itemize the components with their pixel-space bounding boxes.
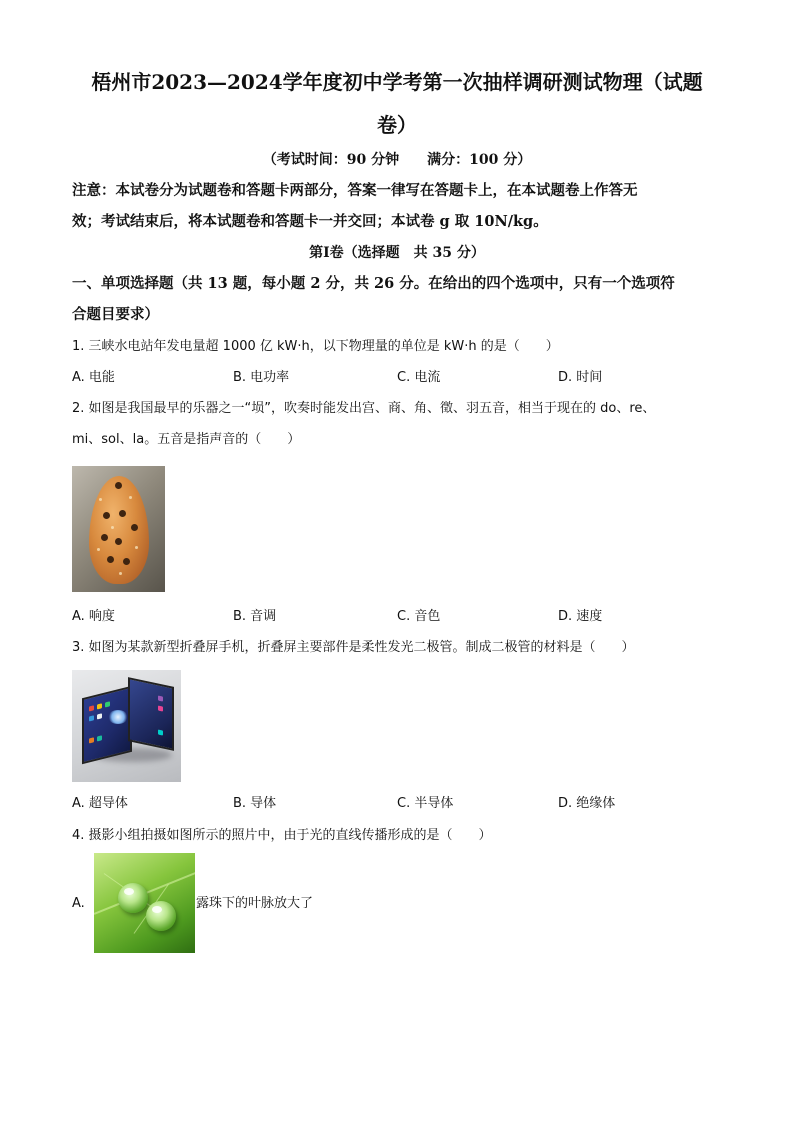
question-3-option-b[interactable]: B. 导体 bbox=[233, 796, 277, 811]
question-2-option-d[interactable]: D. 速度 bbox=[558, 609, 603, 624]
question-2-option-c[interactable]: C. 音色 bbox=[397, 609, 441, 624]
question-1-option-b[interactable]: B. 电功率 bbox=[233, 370, 290, 385]
question-4-option-a-text[interactable]: 露珠下的叶脉放大了 bbox=[196, 896, 314, 911]
question-2-option-a[interactable]: A. 响度 bbox=[72, 609, 115, 624]
question-3-option-a[interactable]: A. 超导体 bbox=[72, 796, 128, 811]
question-1-option-c[interactable]: C. 电流 bbox=[397, 370, 441, 385]
xun-body bbox=[89, 476, 149, 584]
question-1-option-d[interactable]: D. 时间 bbox=[558, 370, 603, 385]
question-1-stem: 1. 三峡水电站年发电量超 1000 亿 kW·h，以下物理量的单位是 kW·h 的是（ ） bbox=[72, 339, 559, 354]
question-2-stem-line-2: mi、sol、la。五音是指声音的（ ） bbox=[72, 432, 301, 447]
exam-title bbox=[70, 62, 724, 145]
question-3-stem: 3. 如图为某款新型折叠屏手机，折叠屏主要部件是柔性发光二极管。制成二极管的材料是（ ） bbox=[72, 640, 635, 655]
question-3-option-d[interactable]: D. 绝缘体 bbox=[558, 796, 616, 811]
title-line-2: 卷） bbox=[377, 113, 417, 137]
question-3-option-c[interactable]: C. 半导体 bbox=[397, 796, 454, 811]
question-2-option-b[interactable]: B. 音调 bbox=[233, 609, 277, 624]
question-1-option-a[interactable]: A. 电能 bbox=[72, 370, 115, 385]
title-line-1: 梧州市2023—2024学年度初中学考第一次抽样调研测试物理（试题 bbox=[91, 70, 703, 94]
question-4-option-a-label[interactable]: A. bbox=[72, 896, 85, 911]
question-2-stem-line-1: 2. 如图是我国最早的乐器之一“埙”，吹奏时能发出宫、商、角、徵、羽五音，相当于现在的 do、re、 bbox=[72, 401, 656, 416]
dewdrop-leaf-photo bbox=[94, 853, 195, 953]
dewdrop-2 bbox=[146, 901, 176, 931]
question-4-stem: 4. 摄影小组拍摄如图所示的照片中，由于光的直线传播形成的是（ ） bbox=[72, 828, 492, 843]
section-heading-line-1: 一、单项选择题（共 13 题，每小题 2 分，共 26 分。在给出的四个选项中，只有一个选项符 bbox=[72, 275, 675, 292]
xun-instrument-photo bbox=[72, 466, 165, 592]
foldable-phone-photo bbox=[72, 670, 181, 782]
notice-line-1: 注意：本试卷分为试题卷和答题卡两部分，答案一律写在答题卡上，在本试题卷上作答无 bbox=[72, 182, 638, 199]
dewdrop-1 bbox=[118, 883, 148, 913]
notice-line-2: 效；考试结束后，将本试题卷和答题卡一并交回；本试卷 g 取 10N/kg。 bbox=[72, 213, 548, 230]
section-heading-line-2: 合题目要求） bbox=[72, 306, 159, 323]
phone-right-screen bbox=[128, 677, 174, 751]
part-heading: 第Ⅰ卷（选择题 共 35 分） bbox=[309, 245, 485, 261]
exam-info: （考试时间：90 分钟 满分：100 分） bbox=[262, 152, 532, 168]
phone-left-screen bbox=[82, 686, 132, 764]
